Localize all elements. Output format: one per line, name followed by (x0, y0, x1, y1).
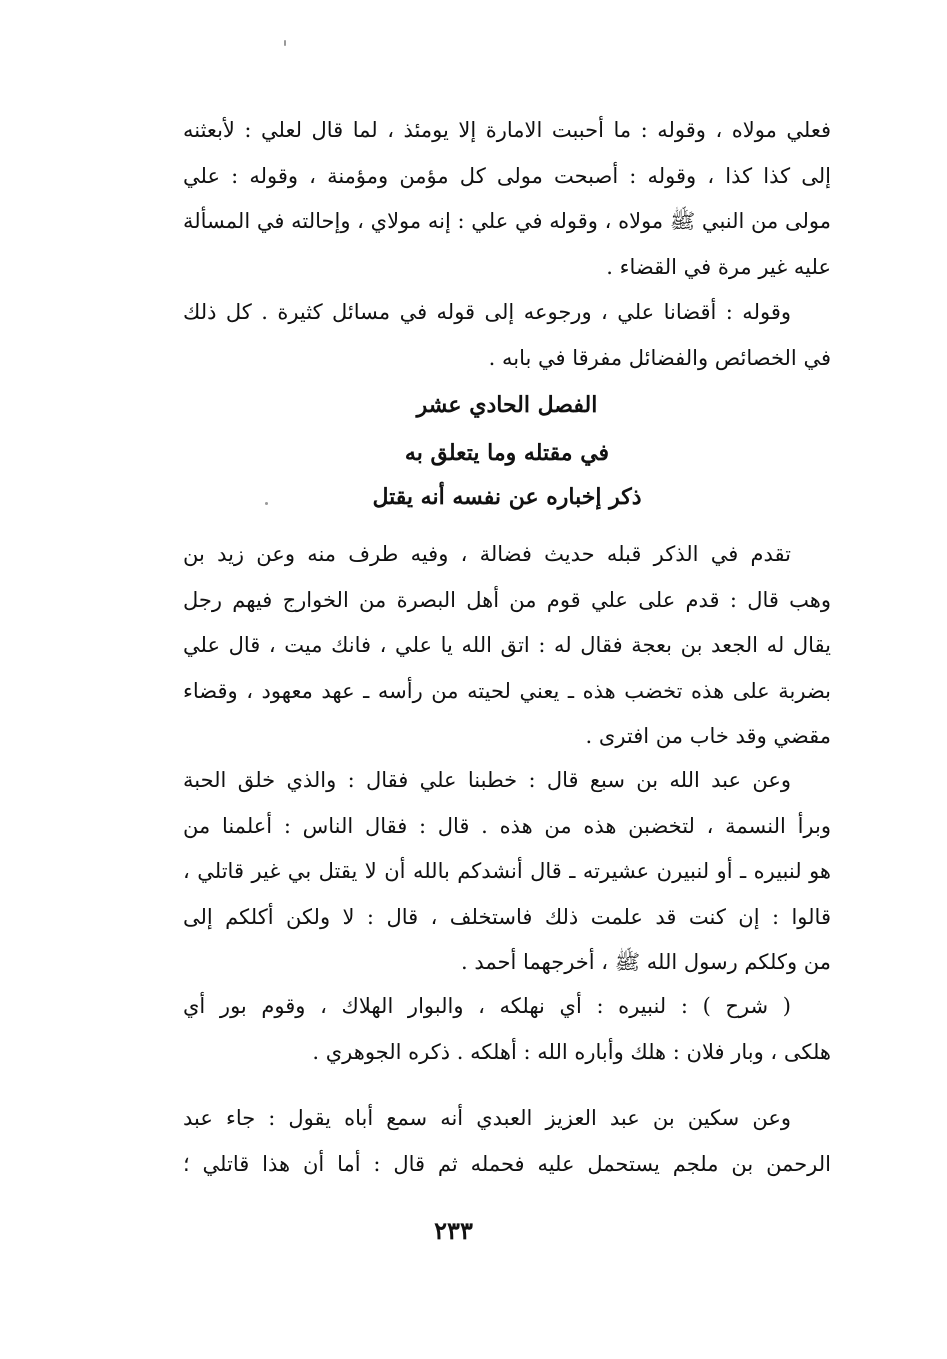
paragraph-line: بضربة على هذه تخضب هذه ـ يعني لحيته من رأسه ـ عهد معهود ، وقضاء (183, 678, 831, 703)
paragraph-5-commentary (183, 984, 831, 1075)
paragraph-2 (183, 290, 831, 381)
paragraph-line: هو لنبيره ـ أو لنبيرن عشيرته ـ قال أنشدكم بالله أن لا يقتل بي غير قاتلي ، (183, 859, 831, 883)
paragraph-line: عليه غير مرة في القضاء . (606, 254, 831, 279)
paragraph-line: تقدم في الذكر قبله حديث فضالة ، وفيه طرف منه وعن زيد بن (183, 542, 791, 566)
paragraph-line: وقوله : أقضانا علي ، ورجوعه إلى قوله في مسائل كثيرة . كل ذلك (183, 300, 791, 324)
paragraph-line: وبرأ النسمة ، لتخضبن هذه من هذه . قال : فقال الناس : أعلمنا من (183, 813, 831, 838)
paragraph-line: من وكلكم رسول الله ﷺ ، أخرجهما أحمد . (461, 950, 831, 974)
paragraph-4 (183, 758, 831, 986)
paragraph-line: في الخصائص والفضائل مفرقا في بابه . (488, 345, 831, 370)
paragraph-line: وعن عبد الله بن سبع قال : خطبنا علي فقال : والذي خلق الحبة (183, 768, 791, 792)
chapter-subtitle: في مقتله وما يتعلق به (404, 440, 610, 466)
paragraph-line: قالوا : إن كنت قد علمت ذلك فاستخلف ، قال : لا ولكن أكلكم إلى (183, 904, 831, 929)
paragraph-line: مقضي وقد خاب من افترى . (585, 724, 831, 748)
chapter-title: الفصل الحادي عشر (416, 392, 598, 418)
paragraph-1 (183, 108, 831, 290)
page-number: ٢٣٣ (434, 1216, 473, 1245)
paragraph-line: مولى من النبي ﷺ مولاه ، وقوله في علي : إنه مولاي ، وإحالته في المسألة (183, 209, 831, 233)
paragraph-line: هلكى ، وبار فلان : هلك وأباره الله : أهلكه . ذكره الجوهري . (312, 1039, 831, 1064)
paragraph-6 (183, 1096, 831, 1187)
section-title: ذكر إخباره عن نفسه أنه يقتل (372, 484, 642, 510)
paragraph-line: ( شرح ) : لنبيره : أي نهلكه ، والبوار الهلاك ، وقوم بور أي (183, 994, 791, 1018)
paragraph-line: يقال له الجعد بن بعجة فقال له : اتق الله يا علي ، فانك ميت ، قال علي (183, 633, 831, 657)
paragraph-line: الرحمن بن ملجم يستحمل عليه فحمله ثم قال : أما أن هذا قاتلي ؛ (183, 1151, 831, 1176)
paragraph-line: فعلي مولاه ، وقوله : ما أحببت الامارة إلا يومئذ ، لما قال لعلي : لأبعثنه (183, 118, 831, 142)
paragraph-3 (183, 532, 831, 760)
paragraph-line: وعن سكين بن عبد العزيز العبدي أنه سمع أباه يقول : جاء عبد (183, 1106, 791, 1130)
paragraph-line: وهب قال : قدم على علي قوم من أهل البصرة من الخوارج فيهم رجل (183, 587, 831, 612)
scan-speck (284, 40, 286, 46)
paragraph-line: إلى كذا كذا ، وقوله : أصبحت مولى كل مؤمن ومؤمنة ، وقوله : علي (183, 163, 831, 188)
